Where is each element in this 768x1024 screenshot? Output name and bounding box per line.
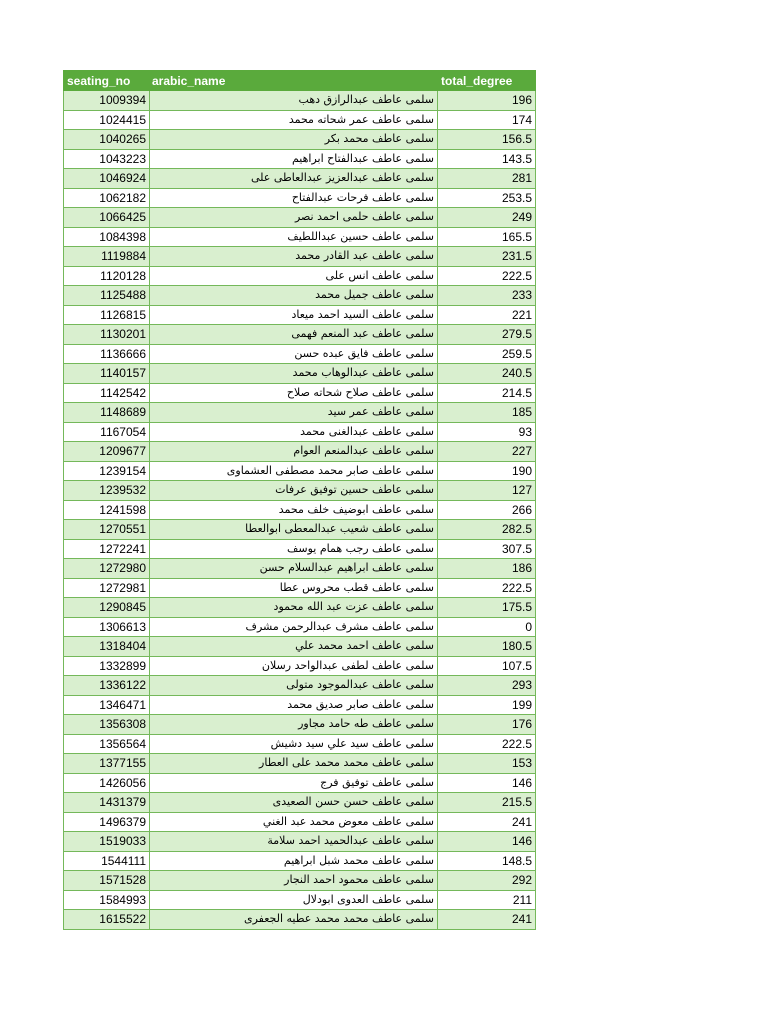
arabic-name-cell[interactable]: سلمى عاطف محمد محمد على العطار: [150, 754, 438, 774]
total-degree-cell[interactable]: 156.5: [438, 130, 536, 150]
table-row: [64, 559, 536, 579]
arabic-name-cell[interactable]: سلمى عاطف جميل محمد: [150, 286, 438, 306]
table-row: [64, 734, 536, 754]
table-row: [64, 149, 536, 169]
seating-no-cell[interactable]: 1046924: [64, 169, 150, 189]
arabic-name-cell[interactable]: سلمى عاطف محمد شبل ابراهيم: [150, 851, 438, 871]
seating-no-cell[interactable]: 1318404: [64, 637, 150, 657]
table-row: [64, 910, 536, 930]
seating-no-cell[interactable]: 1272241: [64, 539, 150, 559]
table-row: [64, 637, 536, 657]
arabic-name-cell[interactable]: سلمى عاطف احمد محمد علي: [150, 637, 438, 657]
total-degree-cell[interactable]: 233: [438, 286, 536, 306]
arabic-name-cell[interactable]: سلمى عاطف شعيب عبدالمعطى ابوالعطا: [150, 520, 438, 540]
table-row: [64, 266, 536, 286]
header-row: [64, 71, 536, 91]
table-row: [64, 754, 536, 774]
seating-no-cell[interactable]: 1346471: [64, 695, 150, 715]
table-row: [64, 851, 536, 871]
seating-no-cell[interactable]: 1239154: [64, 461, 150, 481]
arabic-name-cell[interactable]: سلمى عاطف محمد بكر: [150, 130, 438, 150]
seating-no-cell[interactable]: 1356564: [64, 734, 150, 754]
total-degree-cell[interactable]: 146: [438, 773, 536, 793]
seating-no-cell[interactable]: 1119884: [64, 247, 150, 267]
arabic-name-cell[interactable]: سلمى عاطف عبدالمنعم العوام: [150, 442, 438, 462]
table-row: [64, 656, 536, 676]
arabic-name-cell[interactable]: سلمى عاطف عبد القادر محمد: [150, 247, 438, 267]
total-degree-cell[interactable]: 176: [438, 715, 536, 735]
total-degree-cell[interactable]: 165.5: [438, 227, 536, 247]
seating-no-cell[interactable]: 1496379: [64, 812, 150, 832]
total-degree-cell[interactable]: 241: [438, 910, 536, 930]
seating-no-cell[interactable]: 1126815: [64, 305, 150, 325]
table-row: [64, 617, 536, 637]
total-degree-cell[interactable]: 292: [438, 871, 536, 891]
seating-no-cell[interactable]: 1167054: [64, 422, 150, 442]
seating-no-cell[interactable]: 1584993: [64, 890, 150, 910]
total-degree-cell[interactable]: 259.5: [438, 344, 536, 364]
seating-no-cell[interactable]: 1066425: [64, 208, 150, 228]
total-degree-cell[interactable]: 221: [438, 305, 536, 325]
table-row: [64, 305, 536, 325]
arabic-name-cell[interactable]: سلمى عاطف عبدالرازق دهب: [150, 91, 438, 111]
table-row: [64, 169, 536, 189]
seating-no-cell[interactable]: 1519033: [64, 832, 150, 852]
seating-no-cell[interactable]: 1125488: [64, 286, 150, 306]
seating-no-cell[interactable]: 1377155: [64, 754, 150, 774]
seating-no-cell[interactable]: 1290845: [64, 598, 150, 618]
arabic-name-cell[interactable]: سلمى عاطف عبدالفتاح ابراهيم: [150, 149, 438, 169]
table-row: [64, 773, 536, 793]
seating-no-cell[interactable]: 1024415: [64, 110, 150, 130]
total-degree-cell[interactable]: 222.5: [438, 578, 536, 598]
arabic-name-cell[interactable]: سلمى عاطف رجب همام يوسف: [150, 539, 438, 559]
seating-no-cell[interactable]: 1062182: [64, 188, 150, 208]
total-degree-cell[interactable]: 222.5: [438, 266, 536, 286]
table-row: [64, 812, 536, 832]
total-degree-cell[interactable]: 231.5: [438, 247, 536, 267]
seating-no-cell[interactable]: 1356308: [64, 715, 150, 735]
seating-no-cell[interactable]: 1140157: [64, 364, 150, 384]
table-row: [64, 325, 536, 345]
total-degree-cell[interactable]: 0: [438, 617, 536, 637]
seating-no-cell[interactable]: 1615522: [64, 910, 150, 930]
arabic-name-cell[interactable]: سلمى عاطف حسن حسن الصعيدى: [150, 793, 438, 813]
seating-no-cell[interactable]: 1544111: [64, 851, 150, 871]
arabic-name-cell[interactable]: سلمى عاطف صابر محمد مصطفى العشماوى: [150, 461, 438, 481]
seating-no-cell[interactable]: 1043223: [64, 149, 150, 169]
table-row: [64, 461, 536, 481]
total-degree-cell[interactable]: 241: [438, 812, 536, 832]
table-row: [64, 481, 536, 501]
arabic-name-cell[interactable]: سلمى عاطف عبدالعزيز عبدالعاطى على: [150, 169, 438, 189]
table-row: [64, 91, 536, 111]
table-row: [64, 598, 536, 618]
total-degree-cell[interactable]: 266: [438, 500, 536, 520]
seating-no-cell[interactable]: 1084398: [64, 227, 150, 247]
seating-no-cell[interactable]: 1040265: [64, 130, 150, 150]
table-row: [64, 344, 536, 364]
total-degree-cell[interactable]: 190: [438, 461, 536, 481]
seating-no-cell[interactable]: 1431379: [64, 793, 150, 813]
arabic-name-cell[interactable]: سلمى عاطف توفيق فرج: [150, 773, 438, 793]
arabic-name-cell[interactable]: سلمى عاطف عبدالحميد احمد سلامة: [150, 832, 438, 852]
table-row: [64, 676, 536, 696]
total-degree-cell[interactable]: 186: [438, 559, 536, 579]
total-degree-cell[interactable]: 215.5: [438, 793, 536, 813]
arabic-name-cell[interactable]: سلمى عاطف السيد احمد ميعاد: [150, 305, 438, 325]
table-row: [64, 442, 536, 462]
arabic-name-cell[interactable]: سلمى عاطف قطب محروس عطا: [150, 578, 438, 598]
total-degree-cell[interactable]: 143.5: [438, 149, 536, 169]
seating-no-cell[interactable]: 1426056: [64, 773, 150, 793]
total-degree-cell[interactable]: 214.5: [438, 383, 536, 403]
arabic-name-cell[interactable]: سلمى عاطف عبد المنعم فهمى: [150, 325, 438, 345]
arabic-name-cell[interactable]: سلمى عاطف صلاح شحاته صلاح: [150, 383, 438, 403]
arabic-name-cell[interactable]: سلمى عاطف حسين عبداللطيف: [150, 227, 438, 247]
seating-no-cell[interactable]: 1239532: [64, 481, 150, 501]
total-degree-cell[interactable]: 249: [438, 208, 536, 228]
arabic-name-cell[interactable]: سلمى عاطف حلمى احمد نصر: [150, 208, 438, 228]
column-header-seating-no[interactable]: seating_no: [64, 71, 150, 91]
seating-no-cell[interactable]: 1270551: [64, 520, 150, 540]
arabic-name-cell[interactable]: سلمى عاطف فايق عبده حسن: [150, 344, 438, 364]
table-row: [64, 188, 536, 208]
total-degree-cell[interactable]: 253.5: [438, 188, 536, 208]
total-degree-cell[interactable]: 282.5: [438, 520, 536, 540]
arabic-name-cell[interactable]: سلمى عاطف مشرف عبدالرحمن مشرف: [150, 617, 438, 637]
table-row: [64, 422, 536, 442]
table-row: [64, 286, 536, 306]
arabic-name-cell[interactable]: سلمى عاطف طه حامد مجاور: [150, 715, 438, 735]
table-row: [64, 227, 536, 247]
seating-no-cell[interactable]: 1241598: [64, 500, 150, 520]
arabic-name-cell[interactable]: سلمى عاطف ابوضيف خلف محمد: [150, 500, 438, 520]
arabic-name-cell[interactable]: سلمى عاطف عمر شحاته محمد: [150, 110, 438, 130]
table-row: [64, 871, 536, 891]
total-degree-cell[interactable]: 240.5: [438, 364, 536, 384]
arabic-name-cell[interactable]: سلمى عاطف عبدالغنى محمد: [150, 422, 438, 442]
table-row: [64, 793, 536, 813]
seating-no-cell[interactable]: 1120128: [64, 266, 150, 286]
seating-no-cell[interactable]: 1336122: [64, 676, 150, 696]
total-degree-cell[interactable]: 293: [438, 676, 536, 696]
arabic-name-cell[interactable]: سلمى عاطف لطفى عبدالواحد رسلان: [150, 656, 438, 676]
arabic-name-cell[interactable]: سلمى عاطف عمر سيد: [150, 403, 438, 423]
arabic-name-cell[interactable]: سلمى عاطف حسين توفيق عرفات: [150, 481, 438, 501]
table-row: [64, 695, 536, 715]
arabic-name-cell[interactable]: سلمى عاطف معوض محمد عبد الغني: [150, 812, 438, 832]
seating-no-cell[interactable]: 1009394: [64, 91, 150, 111]
arabic-name-cell[interactable]: سلمى عاطف عبدالموجود متولى: [150, 676, 438, 696]
arabic-name-cell[interactable]: سلمى عاطف ابراهيم عبدالسلام حسن: [150, 559, 438, 579]
table-row: [64, 364, 536, 384]
total-degree-cell[interactable]: 175.5: [438, 598, 536, 618]
table-row: [64, 539, 536, 559]
column-header-arabic-name[interactable]: arabic_name: [150, 71, 438, 91]
total-degree-cell[interactable]: 146: [438, 832, 536, 852]
arabic-name-cell[interactable]: سلمى عاطف العدوى ابودلال: [150, 890, 438, 910]
total-degree-cell[interactable]: 281: [438, 169, 536, 189]
table-row: [64, 832, 536, 852]
table-row: [64, 247, 536, 267]
seating-no-cell[interactable]: 1571528: [64, 871, 150, 891]
table-row: [64, 890, 536, 910]
arabic-name-cell[interactable]: سلمى عاطف عبدالوهاب محمد: [150, 364, 438, 384]
total-degree-cell[interactable]: 107.5: [438, 656, 536, 676]
total-degree-cell[interactable]: 148.5: [438, 851, 536, 871]
column-header-total-degree[interactable]: total_degree: [438, 71, 536, 91]
seating-no-cell[interactable]: 1209677: [64, 442, 150, 462]
total-degree-cell[interactable]: 227: [438, 442, 536, 462]
total-degree-cell[interactable]: 211: [438, 890, 536, 910]
total-degree-cell[interactable]: 222.5: [438, 734, 536, 754]
table-row: [64, 130, 536, 150]
total-degree-cell[interactable]: 174: [438, 110, 536, 130]
table-row: [64, 500, 536, 520]
total-degree-cell[interactable]: 279.5: [438, 325, 536, 345]
arabic-name-cell[interactable]: سلمى عاطف انس على: [150, 266, 438, 286]
seating-no-cell[interactable]: 1272980: [64, 559, 150, 579]
arabic-name-cell[interactable]: سلمى عاطف سيد علي سيد دشيش: [150, 734, 438, 754]
arabic-name-cell[interactable]: سلمى عاطف محمود احمد النجار: [150, 871, 438, 891]
table-row: [64, 208, 536, 228]
total-degree-cell[interactable]: 307.5: [438, 539, 536, 559]
seating-no-cell[interactable]: 1142542: [64, 383, 150, 403]
table-row: [64, 715, 536, 735]
table-body: [64, 91, 536, 930]
total-degree-cell[interactable]: 153: [438, 754, 536, 774]
seating-no-cell[interactable]: 1306613: [64, 617, 150, 637]
results-table: [63, 70, 536, 930]
table-row: [64, 403, 536, 423]
total-degree-cell[interactable]: 196: [438, 91, 536, 111]
arabic-name-cell[interactable]: سلمى عاطف عزت عبد الله محمود: [150, 598, 438, 618]
total-degree-cell[interactable]: 93: [438, 422, 536, 442]
total-degree-cell[interactable]: 199: [438, 695, 536, 715]
arabic-name-cell[interactable]: سلمى عاطف صابر صديق محمد: [150, 695, 438, 715]
table-row: [64, 110, 536, 130]
table-row: [64, 578, 536, 598]
arabic-name-cell[interactable]: سلمى عاطف فرحات عبدالفتاح: [150, 188, 438, 208]
seating-no-cell[interactable]: 1332899: [64, 656, 150, 676]
arabic-name-cell[interactable]: سلمى عاطف محمد محمد عطيه الجعفرى: [150, 910, 438, 930]
total-degree-cell[interactable]: 180.5: [438, 637, 536, 657]
table-row: [64, 383, 536, 403]
total-degree-cell[interactable]: 185: [438, 403, 536, 423]
seating-no-cell[interactable]: 1272981: [64, 578, 150, 598]
seating-no-cell[interactable]: 1148689: [64, 403, 150, 423]
seating-no-cell[interactable]: 1130201: [64, 325, 150, 345]
table-row: [64, 520, 536, 540]
table-header: [64, 71, 536, 91]
seating-no-cell[interactable]: 1136666: [64, 344, 150, 364]
total-degree-cell[interactable]: 127: [438, 481, 536, 501]
